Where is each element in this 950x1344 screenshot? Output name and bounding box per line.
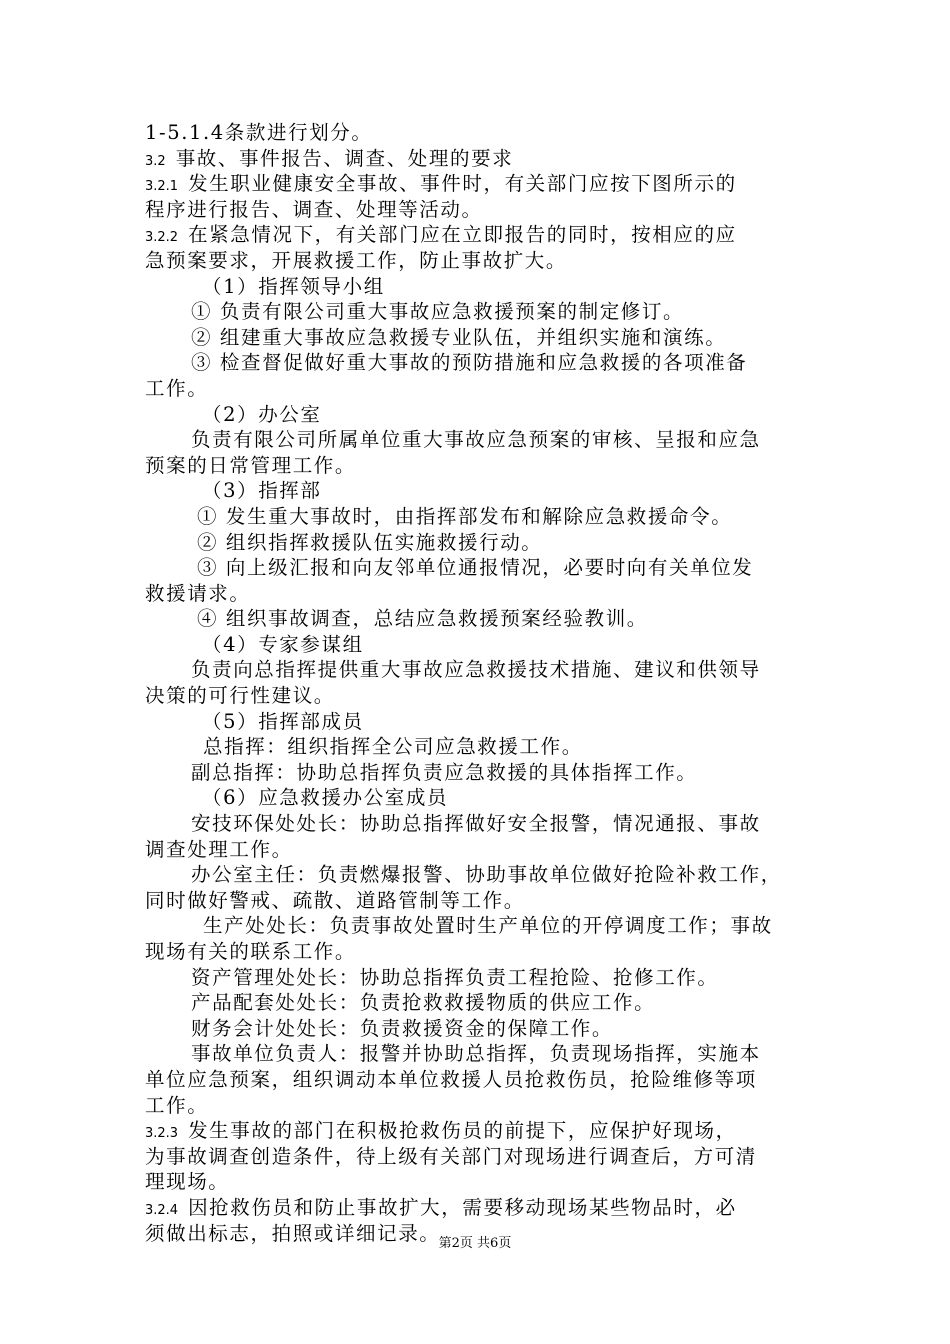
text-line (145, 376, 825, 402)
text-line (145, 657, 825, 683)
line-text: 为事故调查创造条件，待上级有关部门对现场进行调查后，方可清 (145, 1144, 757, 1168)
line-text: ③ 向上级汇报和向友邻单位通报情况，必要时向有关单位发 (197, 556, 754, 580)
text-line (145, 709, 825, 735)
text-line (145, 1118, 825, 1144)
line-text: 调查处理工作。 (145, 837, 293, 861)
text-line (145, 1041, 825, 1067)
text-line (145, 1067, 825, 1093)
text-line (145, 965, 825, 991)
line-text: 同时做好警戒、疏散、道路管制等工作。 (145, 888, 525, 912)
text-line (145, 939, 825, 965)
section-number: 3.2 (145, 153, 166, 169)
line-text: 产品配套处处长：负责抢救救援物质的供应工作。 (191, 991, 656, 1015)
line-text: 工作。 (145, 376, 209, 400)
text-line (145, 990, 825, 1016)
line-text: 工作。 (145, 1093, 209, 1117)
line-text: 单位应急预案，组织调动本单位救援人员抢救伤员，抢险维修等项 (145, 1067, 757, 1091)
text-line (145, 632, 825, 658)
text-line (145, 888, 825, 914)
line-text: 负责向总指挥提供重大事故应急救援技术措施、建议和供领导 (191, 658, 761, 682)
line-text: 发生职业健康安全事故、事件时，有关部门应按下图所示的 (188, 172, 737, 196)
text-line (145, 299, 825, 325)
text-line (145, 555, 825, 581)
text-line (145, 530, 825, 556)
line-text: 在紧急情况下，有关部门应在立即报告的同时，按相应的应 (188, 223, 737, 247)
line-text: 理现场。 (145, 1170, 230, 1194)
document-page (145, 120, 825, 1246)
line-text: ① 发生重大事故时，由指挥部发布和解除应急救援命令。 (197, 504, 733, 528)
line-text: 总指挥：组织指挥全公司应急救援工作。 (203, 735, 583, 759)
line-text: 安技环保处处长：协助总指挥做好安全报警，情况通报、事故 (191, 812, 761, 836)
line-text: ② 组建重大事故应急救援专业队伍，并组织实施和演练。 (191, 325, 727, 349)
text-line (145, 222, 825, 248)
text-line (145, 120, 825, 146)
line-text: 副总指挥：协助总指挥负责应急救援的具体指挥工作。 (191, 760, 698, 784)
text-line (145, 1195, 825, 1221)
line-text: 事故单位负责人：报警并协助总指挥，负责现场指挥，实施本 (191, 1042, 761, 1066)
text-line (145, 146, 825, 172)
line-text: 负责有限公司所属单位重大事故应急预案的审核、呈报和应急 (191, 428, 761, 452)
line-text: ② 组织指挥救援队伍实施救援行动。 (197, 530, 543, 554)
text-line (145, 1144, 825, 1170)
text-line (145, 785, 825, 811)
text-line (145, 606, 825, 632)
line-text: 事故、事件报告、调查、处理的要求 (175, 146, 514, 170)
text-line (145, 504, 825, 530)
line-text: 急预案要求，开展救援工作，防止事故扩大。 (145, 248, 568, 272)
line-text: ④ 组织事故调查，总结应急救援预案经验教训。 (197, 607, 648, 631)
text-line (145, 734, 825, 760)
text-line (145, 1016, 825, 1042)
line-text: 办公室主任：负责燃爆报警、协助事故单位做好抢险补救工作， (191, 863, 782, 887)
line-text: 因抢救伤员和防止事故扩大，需要移动现场某些物品时，必 (188, 1195, 737, 1219)
line-text: 生产处处长：负责事故处置时生产单位的开停调度工作；事故 (203, 914, 773, 938)
text-line (145, 427, 825, 453)
line-text: 须做出标志，拍照或详细记录。 (145, 1221, 441, 1245)
text-line (145, 350, 825, 376)
line-text: 财务会计处处长：负责救援资金的保障工作。 (191, 1016, 614, 1040)
line-text: ① 负责有限公司重大事故应急救援预案的制定修订。 (191, 300, 685, 324)
text-line (145, 1169, 825, 1195)
line-text: 预案的日常管理工作。 (145, 453, 357, 477)
text-line (145, 248, 825, 274)
text-line (145, 913, 825, 939)
line-text: 程序进行报告、调查、处理等活动。 (145, 197, 483, 221)
line-text: （4）专家参谋组 (202, 632, 364, 656)
page-footer: 第2页 共6页 (438, 1236, 512, 1251)
text-line (145, 581, 825, 607)
text-line (145, 274, 825, 300)
line-text: （5）指挥部成员 (202, 709, 364, 733)
text-line (145, 402, 825, 428)
line-text: （1）指挥领导小组 (202, 274, 385, 298)
line-text: 发生事故的部门在积极抢救伤员的前提下，应保护好现场， (188, 1119, 737, 1143)
line-text: 救援请求。 (145, 581, 251, 605)
line-text: （6）应急救援办公室成员 (202, 786, 449, 810)
text-line (145, 683, 825, 709)
text-line (145, 453, 825, 479)
section-number: 3.2.1 (145, 179, 179, 195)
line-text: （2）办公室 (202, 402, 322, 426)
line-text: ③ 检查督促做好重大事故的预防措施和应急救援的各项准备 (191, 351, 748, 375)
text-line (145, 811, 825, 837)
text-line (145, 197, 825, 223)
line-text: 1-5.1.4条款进行划分。 (145, 121, 373, 144)
text-line (145, 862, 825, 888)
line-text: （3）指挥部 (202, 479, 322, 503)
section-number: 3.2.4 (145, 1202, 179, 1218)
text-line (145, 171, 825, 197)
line-text: 决策的可行性建议。 (145, 684, 335, 708)
line-text: 现场有关的联系工作。 (145, 940, 357, 963)
section-number: 3.2.2 (145, 230, 179, 246)
section-number: 3.2.3 (145, 1126, 179, 1142)
text-line (145, 837, 825, 863)
text-line (145, 478, 825, 504)
text-line (145, 760, 825, 786)
text-line (145, 1093, 825, 1119)
line-text: 资产管理处处长：协助总指挥负责工程抢险、抢修工作。 (191, 965, 719, 989)
text-line (145, 325, 825, 351)
